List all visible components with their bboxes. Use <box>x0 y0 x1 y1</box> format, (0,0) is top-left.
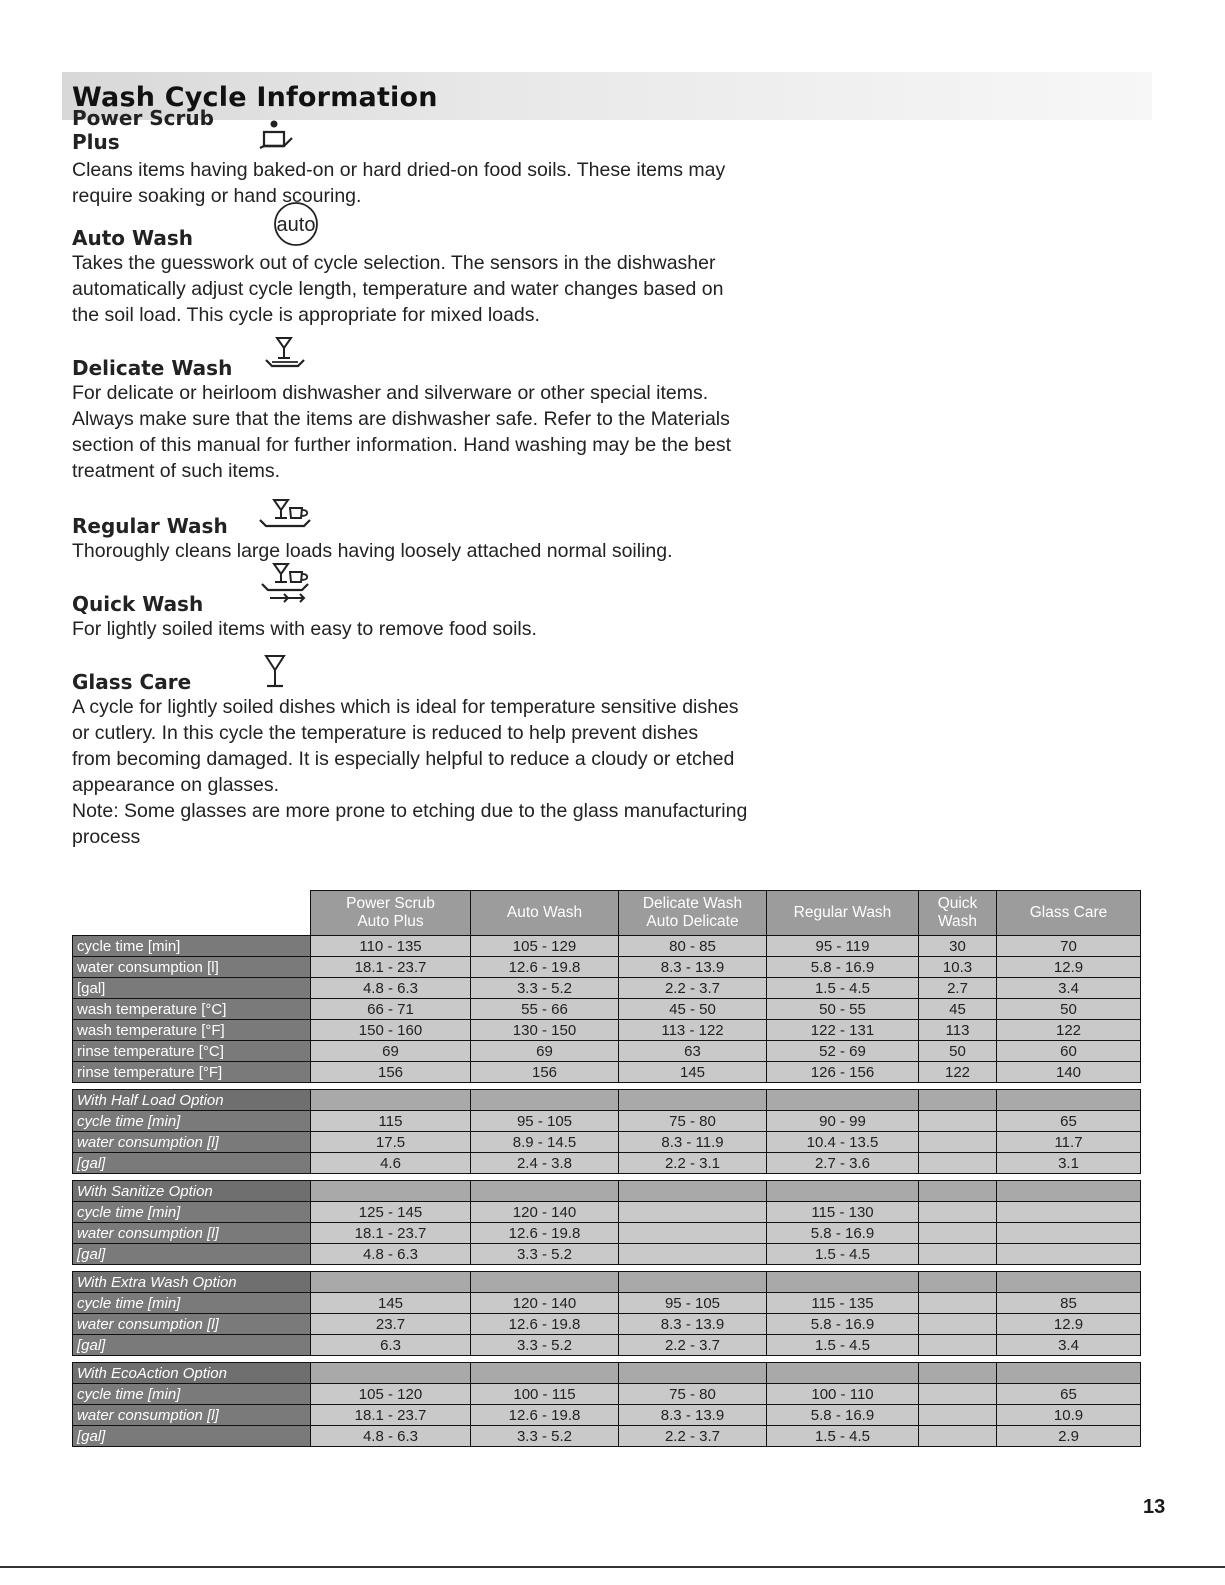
table-cell: 12.6 - 19.8 <box>471 1223 619 1244</box>
row-label: wash temperature [°C] <box>73 999 311 1020</box>
table-cell: 120 - 140 <box>471 1202 619 1223</box>
section-title: Quick Wash <box>72 592 204 616</box>
row-label: water consumption [l] <box>73 1314 311 1335</box>
table-cell: 69 <box>311 1041 471 1062</box>
table-cell: 80 - 85 <box>619 936 767 957</box>
table-cell: 2.4 - 3.8 <box>471 1153 619 1174</box>
table-cell: 60 <box>997 1041 1141 1062</box>
table-cell: 18.1 - 23.7 <box>311 957 471 978</box>
row-label: rinse temperature [°C] <box>73 1041 311 1062</box>
table-cell <box>919 1363 997 1384</box>
table-cell <box>767 1363 919 1384</box>
table-cell <box>919 1272 997 1293</box>
body-line: treatment of such items. <box>72 460 281 482</box>
table-cell: 2.7 - 3.6 <box>767 1153 919 1174</box>
table-cell: 10.4 - 13.5 <box>767 1132 919 1153</box>
table-cell <box>471 1090 619 1111</box>
table-cell <box>619 1363 767 1384</box>
table-cell: 90 - 99 <box>767 1111 919 1132</box>
body-line: require soaking or hand scouring. <box>72 185 362 207</box>
table-cell <box>919 1111 997 1132</box>
table-cell: 55 - 66 <box>471 999 619 1020</box>
table-row <box>73 999 1141 1020</box>
table-cell: 65 <box>997 1111 1141 1132</box>
table-row <box>73 1111 1141 1132</box>
section-regular-wash <box>72 508 812 564</box>
table-cell: 105 - 129 <box>471 936 619 957</box>
table-cell: 120 - 140 <box>471 1293 619 1314</box>
table-cell: 122 <box>997 1020 1141 1041</box>
table-cell <box>767 1272 919 1293</box>
row-label: [gal] <box>73 1153 311 1174</box>
row-label: cycle time [min] <box>73 936 311 957</box>
group-spacer <box>73 1174 1141 1181</box>
body-line: Note: Some glasses are more prone to etching due to the glass manufacturing <box>72 800 748 822</box>
table-cell <box>997 1090 1141 1111</box>
page-title: Wash Cycle Information <box>72 82 438 113</box>
body-line: process <box>72 826 141 848</box>
row-label: wash temperature [°F] <box>73 1020 311 1041</box>
table-cell: 8.9 - 14.5 <box>471 1132 619 1153</box>
glass-cup-icon <box>254 502 316 536</box>
table-cell: 2.7 <box>919 978 997 999</box>
option-group <box>73 1356 1141 1447</box>
table-cell <box>619 1244 767 1265</box>
table-cell: 12.6 - 19.8 <box>471 1405 619 1426</box>
section-glass-care <box>72 664 812 850</box>
row-label: water consumption [l] <box>73 1223 311 1244</box>
table-cell: 65 <box>997 1384 1141 1405</box>
table-cell: 11.7 <box>997 1132 1141 1153</box>
table-cell: 113 <box>919 1020 997 1041</box>
auto-icon <box>268 214 324 248</box>
table-cell: 50 <box>997 999 1141 1020</box>
table-row <box>73 1132 1141 1153</box>
table-cell: 3.3 - 5.2 <box>471 1244 619 1265</box>
option-title: With EcoAction Option <box>73 1363 311 1384</box>
table-cell <box>619 1223 767 1244</box>
table-cell <box>997 1363 1141 1384</box>
table-cell: 122 - 131 <box>767 1020 919 1041</box>
section-quick-wash <box>72 586 812 642</box>
table-cell: 12.6 - 19.8 <box>471 957 619 978</box>
table-cell <box>471 1363 619 1384</box>
column-header: Regular Wash <box>767 891 919 936</box>
table-cell: 69 <box>471 1041 619 1062</box>
section-title: Delicate Wash <box>72 356 233 380</box>
table-cell <box>997 1223 1141 1244</box>
option-group <box>73 1174 1141 1265</box>
table-cell: 8.3 - 13.9 <box>619 1405 767 1426</box>
table-row <box>73 936 1141 957</box>
table-cell: 66 - 71 <box>311 999 471 1020</box>
table-cell: 4.8 - 6.3 <box>311 1426 471 1447</box>
table-cell: 1.5 - 4.5 <box>767 1426 919 1447</box>
body-line: automatically adjust cycle length, temperature and water changes based on <box>72 278 724 300</box>
option-group <box>73 1083 1141 1174</box>
table-cell: 45 - 50 <box>619 999 767 1020</box>
table-cell: 5.8 - 16.9 <box>767 1405 919 1426</box>
table-cell: 1.5 - 4.5 <box>767 1335 919 1356</box>
row-label: [gal] <box>73 1244 311 1265</box>
table-row <box>73 1293 1141 1314</box>
table-row <box>73 1223 1141 1244</box>
table-cell <box>619 1090 767 1111</box>
section-delicate-wash <box>72 350 812 484</box>
table-cell: 8.3 - 13.9 <box>619 957 767 978</box>
table-cell <box>997 1244 1141 1265</box>
table-cell: 1.5 - 4.5 <box>767 978 919 999</box>
table-cell: 150 - 160 <box>311 1020 471 1041</box>
table-cell: 18.1 - 23.7 <box>311 1405 471 1426</box>
table-cell: 30 <box>919 936 997 957</box>
table-cell: 12.6 - 19.8 <box>471 1314 619 1335</box>
body-line: appearance on glasses. <box>72 774 280 796</box>
table-cell <box>919 1244 997 1265</box>
group-spacer <box>73 1083 1141 1090</box>
table-cell: 70 <box>997 936 1141 957</box>
table-cell: 2.2 - 3.1 <box>619 1153 767 1174</box>
section-title: Auto Wash <box>72 226 193 250</box>
table-cell <box>919 1181 997 1202</box>
table-cell <box>919 1384 997 1405</box>
table-cell: 10.3 <box>919 957 997 978</box>
table-cell: 95 - 119 <box>767 936 919 957</box>
table-cell: 2.2 - 3.7 <box>619 978 767 999</box>
table-cell <box>919 1426 997 1447</box>
group-spacer <box>73 1356 1141 1363</box>
table-row <box>73 1335 1141 1356</box>
body-line: For delicate or heirloom dishwasher and silverware or other special items. <box>72 382 709 404</box>
table-cell: 4.8 - 6.3 <box>311 1244 471 1265</box>
body-line: Takes the guesswork out of cycle selection. The sensors in the dishwasher <box>72 252 716 274</box>
table-row <box>73 1384 1141 1405</box>
column-header: Power Scrub Auto Plus <box>311 891 471 936</box>
table-cell: 2.9 <box>997 1426 1141 1447</box>
table-cell: 3.3 - 5.2 <box>471 1426 619 1447</box>
auto-icon-text: auto <box>276 214 316 236</box>
table-cell: 5.8 - 16.9 <box>767 957 919 978</box>
cycle-data-table <box>72 890 1141 1447</box>
table-cell <box>471 1272 619 1293</box>
option-title: With Sanitize Option <box>73 1181 311 1202</box>
table-cell: 23.7 <box>311 1314 471 1335</box>
column-header: Auto Wash <box>471 891 619 936</box>
row-label: cycle time [min] <box>73 1293 311 1314</box>
quick-wash-icon <box>254 578 318 612</box>
table-cell: 95 - 105 <box>619 1293 767 1314</box>
section-auto-wash <box>72 214 812 328</box>
table-cell: 4.8 - 6.3 <box>311 978 471 999</box>
table-cell: 156 <box>311 1062 471 1083</box>
table-cell: 8.3 - 11.9 <box>619 1132 767 1153</box>
table-cell <box>311 1090 471 1111</box>
column-header: Glass Care <box>997 891 1141 936</box>
table-cell: 50 - 55 <box>767 999 919 1020</box>
table-cell <box>471 1181 619 1202</box>
table-cell: 122 <box>919 1062 997 1083</box>
bottom-rule <box>0 1566 1225 1568</box>
table-cell: 145 <box>311 1293 471 1314</box>
table-header-row <box>73 891 1141 936</box>
table-cell <box>619 1181 767 1202</box>
table-cell: 52 - 69 <box>767 1041 919 1062</box>
table-cell: 130 - 150 <box>471 1020 619 1041</box>
table-row <box>73 1062 1141 1083</box>
table-row <box>73 1426 1141 1447</box>
table-row <box>73 1041 1141 1062</box>
table-cell <box>919 1293 997 1314</box>
table-row <box>73 1020 1141 1041</box>
table-cell: 3.3 - 5.2 <box>471 1335 619 1356</box>
table-cell: 126 - 156 <box>767 1062 919 1083</box>
table-row <box>73 1244 1141 1265</box>
body-line: or cutlery. In this cycle the temperature is reduced to help prevent dishes <box>72 722 699 744</box>
table-cell <box>311 1363 471 1384</box>
table-cell: 17.5 <box>311 1132 471 1153</box>
row-label: [gal] <box>73 1335 311 1356</box>
body-line: Thoroughly cleans large loads having loosely attached normal soiling. <box>72 540 673 562</box>
table-cell: 18.1 - 23.7 <box>311 1223 471 1244</box>
table-cell <box>919 1202 997 1223</box>
table-cell: 3.1 <box>997 1153 1141 1174</box>
column-header: Quick Wash <box>919 891 997 936</box>
section-title: Regular Wash <box>72 514 228 538</box>
option-group <box>73 1265 1141 1356</box>
table-cell: 105 - 120 <box>311 1384 471 1405</box>
table-cell: 115 <box>311 1111 471 1132</box>
table-row <box>73 1202 1141 1223</box>
table-cell <box>919 1405 997 1426</box>
table-cell: 5.8 - 16.9 <box>767 1223 919 1244</box>
table-cell: 110 - 135 <box>311 936 471 957</box>
table-cell: 140 <box>997 1062 1141 1083</box>
table-cell <box>767 1090 919 1111</box>
table-cell: 85 <box>997 1293 1141 1314</box>
pot-scrub-icon <box>256 120 296 154</box>
body-line: the soil load. This cycle is appropriate for mixed loads. <box>72 304 540 326</box>
table-row <box>73 978 1141 999</box>
table-row <box>73 1405 1141 1426</box>
table-cell <box>311 1272 471 1293</box>
row-label: cycle time [min] <box>73 1202 311 1223</box>
table-cell: 10.9 <box>997 1405 1141 1426</box>
body-line: Always make sure that the items are dishwasher safe. Refer to the Materials <box>72 408 730 430</box>
wine-glass-icon <box>260 658 290 692</box>
body-line: For lightly soiled items with easy to remove food soils. <box>72 618 537 640</box>
table-cell: 63 <box>619 1041 767 1062</box>
table-cell <box>767 1181 919 1202</box>
table-cell: 100 - 115 <box>471 1384 619 1405</box>
option-title-row <box>73 1272 1141 1293</box>
table-cell: 115 - 135 <box>767 1293 919 1314</box>
table-row <box>73 1153 1141 1174</box>
row-label: cycle time [min] <box>73 1384 311 1405</box>
table-cell: 125 - 145 <box>311 1202 471 1223</box>
row-label: water consumption [l] <box>73 1405 311 1426</box>
table-cell <box>919 1132 997 1153</box>
option-title: With Extra Wash Option <box>73 1272 311 1293</box>
table-row <box>73 1314 1141 1335</box>
row-label: [gal] <box>73 1426 311 1447</box>
delicate-glass-icon <box>260 342 310 376</box>
table-cell: 75 - 80 <box>619 1384 767 1405</box>
table-cell: 113 - 122 <box>619 1020 767 1041</box>
table-cell: 6.3 <box>311 1335 471 1356</box>
table-cell <box>619 1202 767 1223</box>
table-cell: 115 - 130 <box>767 1202 919 1223</box>
table-cell: 156 <box>471 1062 619 1083</box>
table-cell: 3.3 - 5.2 <box>471 978 619 999</box>
section-title: Power Scrub Plus <box>72 106 214 154</box>
base-rows <box>73 936 1141 1083</box>
table-cell <box>919 1335 997 1356</box>
group-spacer <box>73 1265 1141 1272</box>
table-cell: 3.4 <box>997 978 1141 999</box>
body-line: A cycle for lightly soiled dishes which is ideal for temperature sensitive dishes <box>72 696 739 718</box>
column-header: Delicate Wash Auto Delicate <box>619 891 767 936</box>
row-label: rinse temperature [°F] <box>73 1062 311 1083</box>
section-title: Glass Care <box>72 670 192 694</box>
table-cell: 95 - 105 <box>471 1111 619 1132</box>
page-number: 13 <box>1143 1496 1166 1518</box>
option-title: With Half Load Option <box>73 1090 311 1111</box>
table-cell: 3.4 <box>997 1335 1141 1356</box>
table-cell <box>997 1181 1141 1202</box>
table-cell: 12.9 <box>997 957 1141 978</box>
row-label: cycle time [min] <box>73 1111 311 1132</box>
table-cell <box>919 1153 997 1174</box>
table-cell: 50 <box>919 1041 997 1062</box>
section-power-scrub <box>72 106 812 209</box>
table-cell: 2.2 - 3.7 <box>619 1426 767 1447</box>
table-cell: 8.3 - 13.9 <box>619 1314 767 1335</box>
table-header-blank <box>73 891 311 936</box>
option-title-row <box>73 1363 1141 1384</box>
table-cell: 100 - 110 <box>767 1384 919 1405</box>
table-cell: 12.9 <box>997 1314 1141 1335</box>
table-cell <box>919 1090 997 1111</box>
table-cell: 5.8 - 16.9 <box>767 1314 919 1335</box>
body-line: Cleans items having baked-on or hard dried-on food soils. These items may <box>72 159 726 181</box>
table-cell: 1.5 - 4.5 <box>767 1244 919 1265</box>
body-line: from becoming damaged. It is especially helpful to reduce a cloudy or etched <box>72 748 735 770</box>
table-cell: 75 - 80 <box>619 1111 767 1132</box>
table-cell <box>919 1314 997 1335</box>
table-cell: 2.2 - 3.7 <box>619 1335 767 1356</box>
table-cell: 4.6 <box>311 1153 471 1174</box>
table-cell <box>311 1181 471 1202</box>
table-row <box>73 957 1141 978</box>
table-cell: 45 <box>919 999 997 1020</box>
table-cell <box>997 1272 1141 1293</box>
row-label: water consumption [l] <box>73 1132 311 1153</box>
table-cell: 145 <box>619 1062 767 1083</box>
option-title-row <box>73 1181 1141 1202</box>
row-label: [gal] <box>73 978 311 999</box>
body-line: section of this manual for further information. Hand washing may be the best <box>72 434 732 456</box>
table-cell <box>997 1202 1141 1223</box>
table-cell <box>619 1272 767 1293</box>
table-cell <box>919 1223 997 1244</box>
row-label: water consumption [l] <box>73 957 311 978</box>
option-title-row <box>73 1090 1141 1111</box>
